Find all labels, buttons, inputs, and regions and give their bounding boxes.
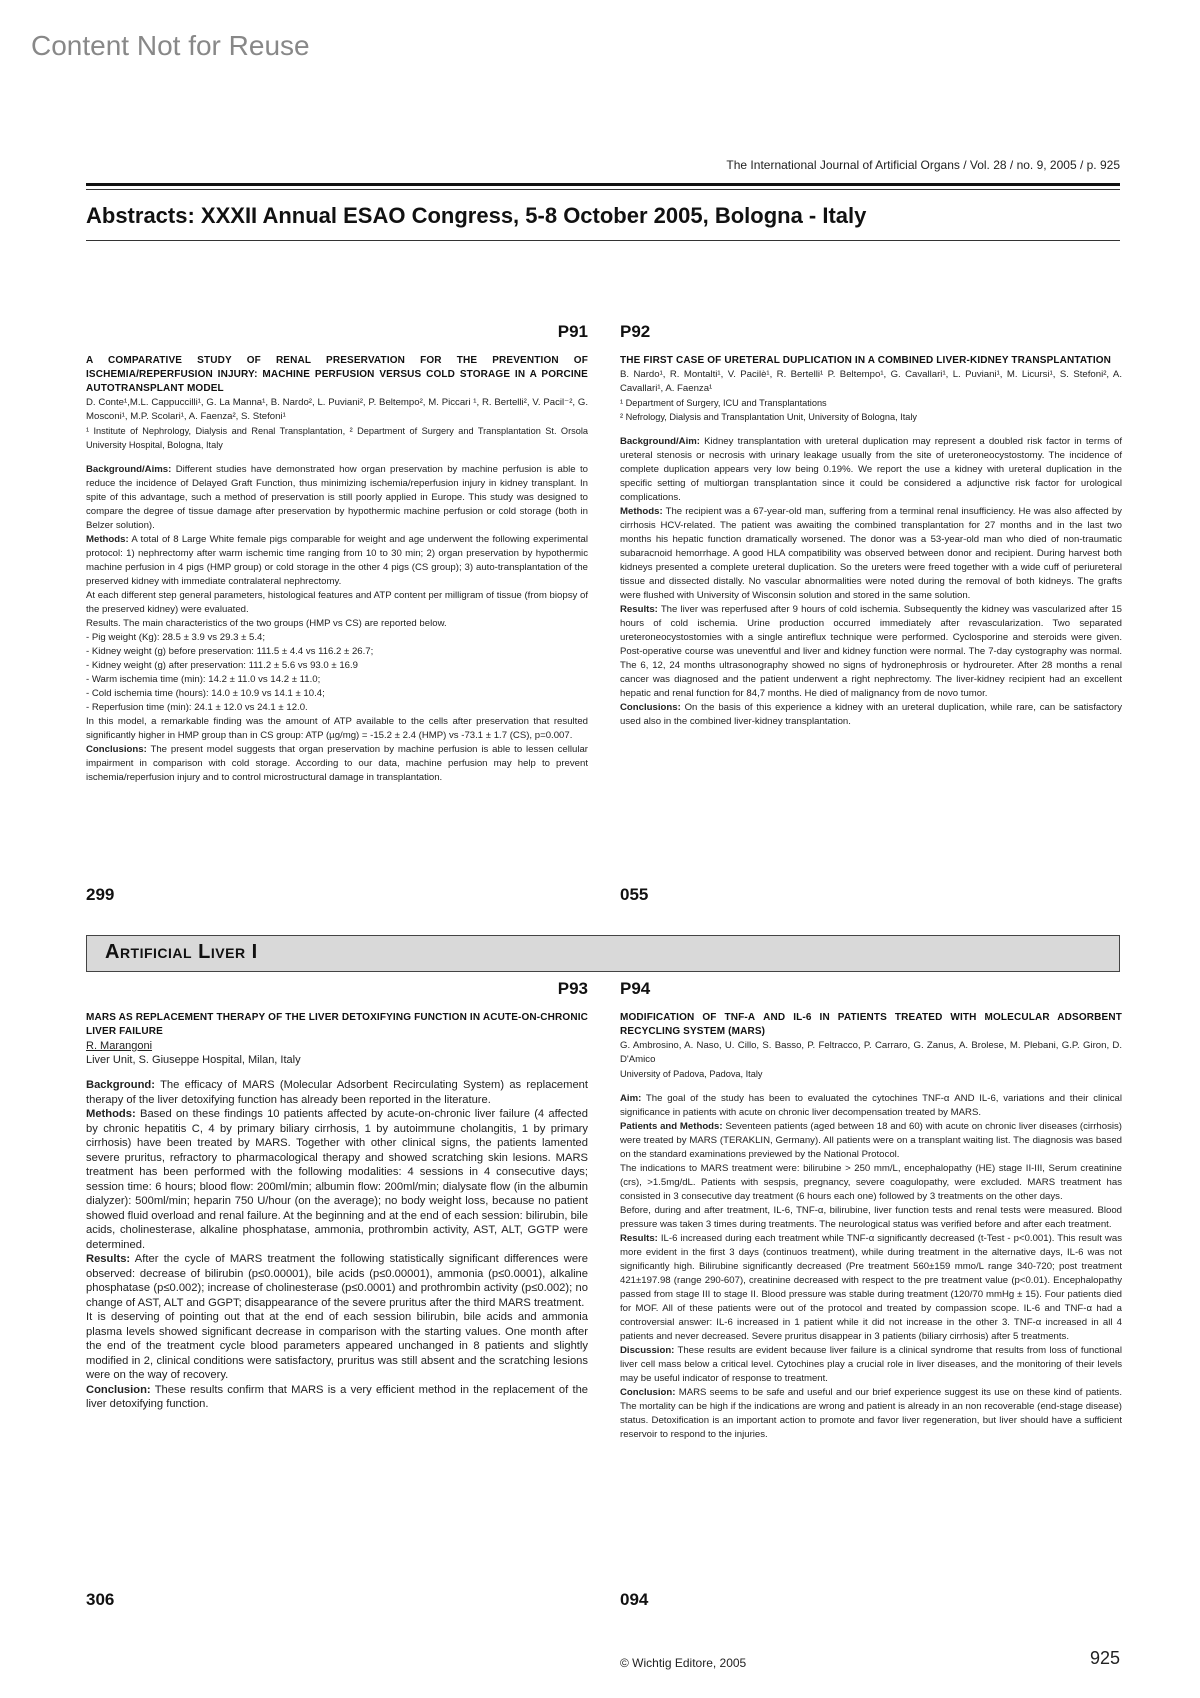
results-text-2: It is deserving of pointing out that at the end of each session bilirubin, bile acids and ammonia plasma levels showed significant decrease in comparison with the starting values. One month after the end of the treatment cycle blood parameters appeared unchanged in 8 patients and slightly modified in 2, clinical conditions were satisfactory, pruritus was still absent and the scratching lesions were on the way of recovery. [86,1311,588,1381]
section-label: Conclusion: [620,1387,676,1398]
results-text: IL-6 increased during each treatment while TNF-α significantly decreased (t-Test - p<0.001). This result was more evident in the first 3 days (continuos treatment), while during treatment in the alternative days, IL-6 was not significantly high. Bilirubine significantly decreased (Pre treatment 560±159 mmo/L range 340-720; post treatment 421±197.98 (range 290-607), creatinine decreased with respect to the pre treatment value (p<0.01). Encephalopathy passed from stage III to stage II. Blood pressure was stable during treatment (120/70 mmHg ± 15). Four patients died for MOF. All of these patients were out of the protocol and treated by compassion scope. IL-6 and TNF-α had a controversial answer: IL-6 increased in 1 patient while it did not increase in the other 3. TNF-α increased in all 4 patients and never decreased. Severe pruritus disappear in 3 patients (biliary cirrhosis) after 5 treatments. [620,1233,1122,1342]
abstract-body [86,1078,588,1412]
section-label: Discussion: [620,1345,675,1356]
methods-text: Based on these findings 10 patients affected by acute-on-chronic liver failure (4 affected by chronic hepatitis C, 4 by primary biliary cirrhosis, 1 by autoimmune cholangitis, 1 by primary cirrhosis) have been treated by MARS. Together with other clinical signs, the patients lamented severe pruritus, refractory to pharmacological therapy and showed scratching skin lesions. MARS treatment has been performed with the following modalities: 4 sessions in 4 consecutive days; session time: 6 hours; blood flow: 200ml/min; albumin flow: 200ml/min; dialysate flow (in the albumin dialyzer): 500ml/min; heparin 750 U/hour (on the average); no body weight loss, because no patient showed fluid overload and renal failure. At the beginning and at the end of each session: bilirubin, bile acids, cholinesterase, alkaline phosphatase, ammonia, prothrombin activity, AST, ALT, GGTP were determined. [86,1108,589,1251]
background-text: Kidney transplantation with ureteral duplication may represent a doubled risk factor in terms of ureteral stenosis or necrosis with urinary leakage usually from the site of ureteroneocystostomy. The incidence of complete duplication appears very low being 0.19%. We report the use a kidney with ureteral duplication in the specific setting of multiorgan transplantation since it could be considered a adjunctive risk factor for urological complications. [620,436,1122,503]
methods-text-2: At each different step general parameters, histological features and ATP content per milligram of tissue (from biopsy of the preserved kidney) were evaluated. [86,590,588,615]
section-label: Background/Aim: [620,436,700,447]
section-label: Results: [86,1253,131,1265]
abstract-number: P94 [620,979,651,998]
section-label: Background: [86,1079,155,1091]
congress-title: Abstracts: XXXII Annual ESAO Congress, 5-8 October 2005, Bologna - Italy [86,203,867,228]
section-label: Aim: [620,1093,642,1104]
abstract-p93 [86,979,589,1412]
section-label: Conclusion: [86,1383,151,1396]
results-item: - Kidney weight (g) before preservation: 111.5 ± 4.4 vs 116.2 ± 26.7; [86,646,374,657]
results-intro: Results. The main characteristics of the two groups (HMP vs CS) are reported below. [86,618,447,629]
abstract-title: MARS AS REPLACEMENT THERAPY OF THE LIVER DETOXIFYING FUNCTION IN ACUTE-ON-CHRONIC LIVER FAILURE [86,1012,588,1037]
abstract-affiliation: ¹ Department of Surgery, ICU and Transplantations [620,398,827,408]
journal-citation: The International Journal of Artificial Organs / Vol. 28 / no. 9, 2005 / p. 925 [726,158,1120,172]
results-item: - Reperfusion time (min): 24.1 ± 12.0 vs 24.1 ± 12.0. [86,702,308,713]
section-label: Background/Aims: [86,464,172,475]
abstract-code: 299 [86,885,115,904]
results-item: - Warm ischemia time (min): 14.2 ± 11.0 vs 14.2 ± 11.0; [86,674,321,685]
copyright: © Wichtig Editore, 2005 [620,1656,747,1670]
results-text: The liver was reperfused after 9 hours of cold ischemia. Subsequently the kidney was vascularized after 15 hours of cold ischemia. Urine production occurred immediately after revascularization. Two separated ureteroneocystostomies with a single antireflux technique were performed. Cyclosporine and steroids were given. Post-operative course was uneventful and liver and kidney function were normal. The 7-day cystography was normal. The 6, 12, 24 months ultrasonography showed no signs of hydronephrosis or hydroureter. After 28 months a renal cancer was diagnosed and the patient underwent a right nephrectomy. The liver-kidney recipient had an excellent hepatic and renal function for 84,7 months. He died of malignancy from de novo tumor. [620,604,1122,699]
abstract-affiliation: Liver Unit, S. Giuseppe Hospital, Milan, Italy [86,1054,301,1066]
abstract-title: A COMPARATIVE STUDY OF RENAL PRESERVATION FOR THE PREVENTION OF ISCHEMIA/REPERFUSION INJURY: MACHINE PERFUSION VERSUS COLD STORAGE IN A PORCINE AUTOTRANSPLANT MODEL [86,355,588,394]
patients-text: Seventeen patients (aged between 18 and 60) with acute on chronic liver diseases (cirrhosis) were treated by MARS (TERAKLIN, Germany). All patients were on a transplant waiting list. The diagnosis was based on the standard examinations previewed by the National Protocol. [620,1121,1122,1160]
title-rule [86,240,1120,241]
conclusions-text: The present model suggests that organ preservation by machine perfusion is able to lessen cellular impairment in comparison with cold storage. According to our data, machine perfusion may help to prevent ischemia/reperfusion injury and to control microstructural damage in transplantation. [86,744,589,783]
abstract-code: 306 [86,1590,115,1609]
abstract-title: MODIFICATION OF TNF-Α AND IL-6 IN PATIENTS TREATED WITH MOLECULAR ADSORBENT RECYCLING SYSTEM (MARS) [620,1012,1122,1037]
abstract-title: THE FIRST CASE OF URETERAL DUPLICATION IN A COMBINED LIVER-KIDNEY TRANSPLANTATION [620,355,1112,366]
results-item: - Cold ischemia time (hours): 14.0 ± 10.9 vs 14.1 ± 10.4; [86,688,325,699]
abstract-body [86,463,588,785]
results-text: After the cycle of MARS treatment the following statistically significant differences were observed: decrease of bilirubin (p≤0.00001), bile acids (p≤0.00001), ammonia (p≤0.0001), alkaline phosphatase (p≤0.002); increase of cholinesterase (p≤0.0001) and prothrombin activity (p≤0.002); no change of AST, ALT and GGPT; disappearance of the severe pruritus after the third MARS treatment. [86,1253,588,1309]
abstract-affiliation: ² Nefrology, Dialysis and Transplantation Unit, University of Bologna, Italy [620,412,918,422]
header-rule [86,183,1120,186]
section-label: Methods: [86,1108,136,1120]
section-label: Conclusions: [620,702,681,713]
abstract-code: 055 [620,885,649,904]
abstract-p92 [620,322,1122,729]
abstract-body [620,435,1122,729]
background-text: The efficacy of MARS (Molecular Adsorbent Recirculating System) as replacement therapy of the liver detoxifying function has already been reported in the literature. [86,1079,589,1106]
results-item: - Kidney weight (g) after preservation: 111.2 ± 5.6 vs 93.0 ± 16.9 [86,660,359,671]
discussion-text: These results are evident because liver failure is a clinical syndrome that results from loss of functional liver cell mass below a critical level. Cytochines play a crucial role in liver diseases, and the monitoring of their levels may be useful indicator of response to treatment. [620,1345,1122,1384]
abstract-authors: R. Marangoni [86,1040,153,1052]
abstract-authors: B. Nardo¹, R. Montalti¹, V. Pacilè¹, R. Bertelli¹ P. Beltempo¹, G. Cavallari¹, L. Puviani¹, M. Licursi¹, S. Stefoni², A. Cavallari¹, A. Faenza¹ [620,369,1122,394]
section-label: Results: [620,1233,658,1244]
methods-text: A total of 8 Large White female pigs comparable for weight and age underwent the following experimental protocol: 1) nephrectomy after warm ischemic time ranging from 10 to 30 min; 2) organ preservation by hypothermic machine perfusion in 4 pigs (HMP group) or cold storage in the other 4 pigs (CS group); 3) auto-transplantation of the preserved kidney with immediate contralateral nephrectomy. [86,534,589,587]
abstract-authors: G. Ambrosino, A. Naso, U. Cillo, S. Basso, P. Feltracco, P. Carraro, G. Zanus, A. Brolese, M. Plebani, G.P. Giron, D. D'Amico [620,1040,1122,1065]
patients-text-2: The indications to MARS treatment were: bilirubine > 250 mm/L, encephalopathy (HE) stage II-III, Serum creatinine (crs), >1.5mg/dL. Patients with sespsis, pregnancy, severe coagulopathy, were excluded. MARS treatment has consisted in 3 consecutive day treatment (6 hours each one) followed by 3 treatments on the other days. [620,1163,1122,1202]
abstract-p94 [620,979,1122,1442]
section-label: Conclusions: [86,744,147,755]
section-label: Patients and Methods: [620,1121,723,1132]
aim-text: The goal of the study has been to evaluated the cytochines TNF-α AND IL-6, variations and their clinical significance in patients with acute on chronic liver decompensation treated by MARS. [620,1093,1122,1118]
header-rule-thin [86,189,1120,190]
abstract-number: P92 [620,322,651,341]
methods-text: The recipient was a 67-year-old man, suffering from a terminal renal insufficiency. He was also affected by cirrhosis HCV-related. The patient was awaiting the combined transplantation for 27 months and in the last two months his hepatic function dramatically worsened. The donor was a 53-year-old man who died of non-traumatic subaracnoid hemorrhage. A good HLA compatibility was observed between donor and recipient. During harvest both kidneys presented a complete ureteral duplication. So the ureters were freed together with a wide cuff of periureteral tissue and dissected distally. No vascular abnormalities were noted during the removal of both kidneys. The grafts were flushed with University of Wisconsin solution and stored in the same solution. [620,506,1122,601]
section-label: Methods: [620,506,663,517]
abstract-authors: D. Conte¹,M.L. Cappuccilli¹, G. La Manna¹, B. Nardo², L. Puviani², P. Beltempo², M. Piccari ¹, R. Bertelli², V. Pacil⁻², G. Mosconi¹, M.P. Scolari¹, A. Faenza², S. Stefoni¹ [86,397,588,422]
conclusion-text: These results confirm that MARS is a very efficient method in the replacement of the liver detoxifying function. [86,1383,589,1410]
conclusions-text: On the basis of this experience a kidney with an ureteral duplication, while rare, can be satisfactory used also in the combined liver-kidney transplantation. [620,702,1122,727]
results-item: - Pig weight (Kg): 28.5 ± 3.9 vs 29.3 ± 5.4; [86,632,266,643]
abstract-body [620,1092,1122,1442]
watermark: Content Not for Reuse [31,30,310,61]
abstract-number: P91 [557,322,588,341]
section-label: Results: [620,604,658,615]
results-text: In this model, a remarkable finding was the amount of ATP available to the cells after preservation that resulted significantly higher in HMP group than in CS group: ATP (µg/mg) = -15.2 ± 2.4 (HMP) vs -73.1 ± 1.7 (CS), p=0.007. [86,716,588,741]
section-title: Artificial Liver I [105,941,258,963]
section-label: Methods: [86,534,129,545]
section-header [86,935,1120,972]
abstract-code: 094 [620,1590,649,1609]
abstract-affiliation: University of Padova, Padova, Italy [620,1069,763,1079]
abstract-p91 [86,322,589,785]
background-text: Different studies have demonstrated how organ preservation by machine perfusion is able to reduce the incidence of Delayed Graft Function, thus minimizing ischemia/reperfusion injury in kidney transplant. In spite of this advantage, such a method of preservation is still poorly applied in Europe. This study was designed to compare the degree of tissue damage after preservation by hypothermic machine perfusion or cold storage (both in Belzer solution). [86,464,589,531]
patients-text-3: Before, during and after treatment, IL-6, TNF-α, bilirubine, liver function tests and renal tests were measured. Blood pressure was taken 3 times during treatments. The neurological status was verified before and after each treatment. [620,1205,1122,1230]
abstract-affiliations: ¹ Institute of Nephrology, Dialysis and Renal Transplantation, ² Department of Surgery and Transplantation St. Orsola University Hospital, Bologna, Italy [86,426,588,450]
page-number: 925 [1089,1648,1120,1668]
conclusion-text: MARS seems to be safe and useful and our brief experience suggest its use on these kind of patients. The mortality can be high if the indications are wrong and patient is already in an non recoverable (end-stage disease) status. Detoxification is an important action to promote and favor liver regeneration, but liver should have a sufficient reservoir to respond to the injuries. [620,1387,1122,1440]
abstract-number: P93 [557,979,588,998]
